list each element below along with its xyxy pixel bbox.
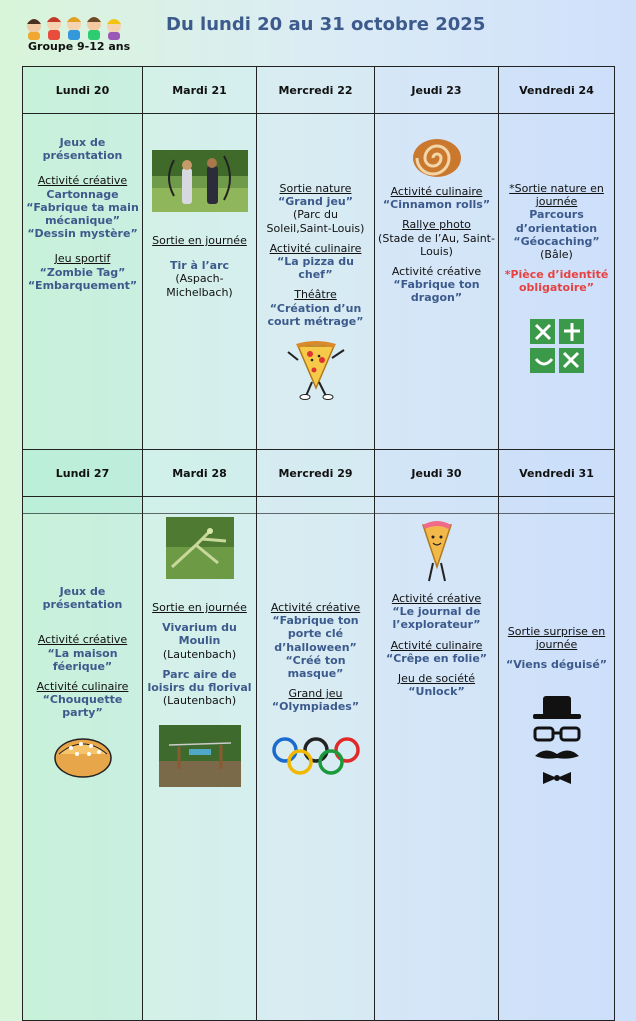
geocaching-logo bbox=[528, 317, 586, 375]
day-header: Vendredi 31 bbox=[499, 450, 615, 497]
page-title: Du lundi 20 au 31 octobre 2025 bbox=[166, 14, 486, 35]
day-header: Lundi 27 bbox=[23, 450, 143, 497]
activity-category: Rallye photo bbox=[402, 218, 471, 232]
activity-category: Activité créative bbox=[37, 633, 128, 647]
week2-table bbox=[22, 449, 615, 1021]
thursday-30-cell bbox=[375, 497, 499, 1021]
activity-title: “Viens déguisé” bbox=[505, 658, 608, 672]
activity-location: (Parc du Soleil,Saint-Louis) bbox=[266, 208, 365, 235]
activity-title: “Cinnamon rolls” bbox=[382, 198, 491, 212]
id-required-notice: *Pièce d’identité obligatoire” bbox=[504, 268, 609, 295]
activity-title: “Crêpe en folie” bbox=[385, 651, 488, 665]
activity-title: Vivarium du Moulin bbox=[162, 621, 237, 648]
activity-title: Parc aire de loisirs du florival bbox=[147, 667, 252, 694]
archery-photo bbox=[152, 150, 248, 212]
day-header: Mardi 28 bbox=[143, 450, 257, 497]
activity-category: Grand jeu bbox=[288, 687, 343, 701]
cinnamon-roll-image bbox=[411, 134, 463, 178]
kids-group-logo bbox=[22, 10, 132, 40]
activity-title: “Olympiades” bbox=[271, 700, 360, 714]
activity-category: Jeu de société bbox=[397, 671, 476, 685]
activity-category: Sortie nature bbox=[279, 182, 352, 195]
week1-table bbox=[22, 66, 615, 514]
activity-location: (Lautenbach) bbox=[162, 647, 237, 661]
activity-category: Activité créative bbox=[270, 601, 361, 614]
activity-title: “Créé ton masque” bbox=[285, 653, 346, 680]
activity-title: “Chouquette party” bbox=[42, 693, 123, 720]
vivarium-mantis-photo bbox=[166, 517, 234, 579]
activity-category: Activité culinaire bbox=[390, 638, 483, 652]
wednesday-29-cell bbox=[257, 497, 375, 1021]
activity-title: “Grand jeu” bbox=[278, 195, 353, 209]
activity-title: “Fabrique ta main mécanique” bbox=[26, 200, 139, 227]
activity-location: (Stade de l’Au, Saint-Louis) bbox=[378, 231, 495, 258]
monday-27-cell bbox=[23, 497, 143, 1021]
activity-title: “Fabrique ton porte clé d’halloween” bbox=[272, 614, 359, 654]
activity-category: Activité culinaire bbox=[390, 185, 483, 198]
activity-location: (Bâle) bbox=[540, 247, 573, 261]
activity-title: “Le journal de l’explorateur” bbox=[392, 605, 481, 632]
activity-category: Activité créative bbox=[37, 174, 128, 188]
day-header: Mercredi 29 bbox=[257, 450, 375, 497]
tuesday-28-cell bbox=[143, 497, 257, 1021]
activity-title: Cartonnage bbox=[46, 187, 119, 201]
friday-31-cell bbox=[499, 497, 615, 1021]
activity-category: Jeu sportif bbox=[54, 252, 111, 266]
activity-title: “La maison féerique” bbox=[47, 646, 118, 673]
activity-title: “Zombie Tag” bbox=[39, 265, 126, 279]
pizza-mascot-image bbox=[286, 338, 346, 400]
activity-category: Théâtre bbox=[294, 288, 337, 302]
activity-category: Activité culinaire bbox=[269, 241, 362, 255]
disguise-hat-glasses-mustache-icon bbox=[529, 696, 585, 788]
activity-category: Sortie surprise en journée bbox=[507, 625, 606, 652]
activity-title: Jeux de présentation bbox=[42, 136, 123, 163]
activity-category: Activité créative bbox=[391, 264, 482, 278]
activity-category: Activité culinaire bbox=[36, 679, 129, 693]
activity-category: Sortie en journée bbox=[152, 234, 247, 247]
activity-title: “Fabrique ton dragon” bbox=[393, 278, 480, 305]
day-header: Vendredi 24 bbox=[499, 67, 615, 114]
activity-title: Jeux de présentation bbox=[42, 585, 123, 612]
day-header: Mardi 21 bbox=[143, 67, 257, 114]
day-header: Jeudi 23 bbox=[375, 67, 499, 114]
olympic-rings-image bbox=[271, 736, 361, 776]
activity-title: “La pizza du chef” bbox=[277, 254, 354, 282]
day-header: Mercredi 22 bbox=[257, 67, 375, 114]
day-header: Lundi 20 bbox=[23, 67, 143, 114]
group-label: Groupe 9-12 ans bbox=[28, 40, 131, 53]
activity-title: “Création d’un court métrage” bbox=[267, 301, 364, 328]
activity-location: (Aspach-Michelbach) bbox=[166, 272, 233, 299]
activity-title: Tir à l’arc bbox=[169, 259, 230, 273]
activity-title: “Embarquement” bbox=[27, 278, 138, 292]
activity-title: “Unlock” bbox=[408, 685, 465, 699]
chouquette-image bbox=[53, 732, 113, 778]
crepe-mascot-image bbox=[417, 519, 457, 585]
activity-category: *Sortie nature en journée bbox=[509, 182, 604, 209]
activity-title: Parcours d’orientation “Géocaching” bbox=[513, 208, 600, 248]
activity-category: Activité créative bbox=[391, 592, 482, 605]
activity-category: Sortie en journée bbox=[152, 601, 247, 614]
activity-location: (Lautenbach) bbox=[162, 694, 237, 708]
day-header: Jeudi 30 bbox=[375, 450, 499, 497]
adventure-park-photo bbox=[159, 725, 241, 787]
activity-title: “Dessin mystère” bbox=[27, 227, 138, 241]
